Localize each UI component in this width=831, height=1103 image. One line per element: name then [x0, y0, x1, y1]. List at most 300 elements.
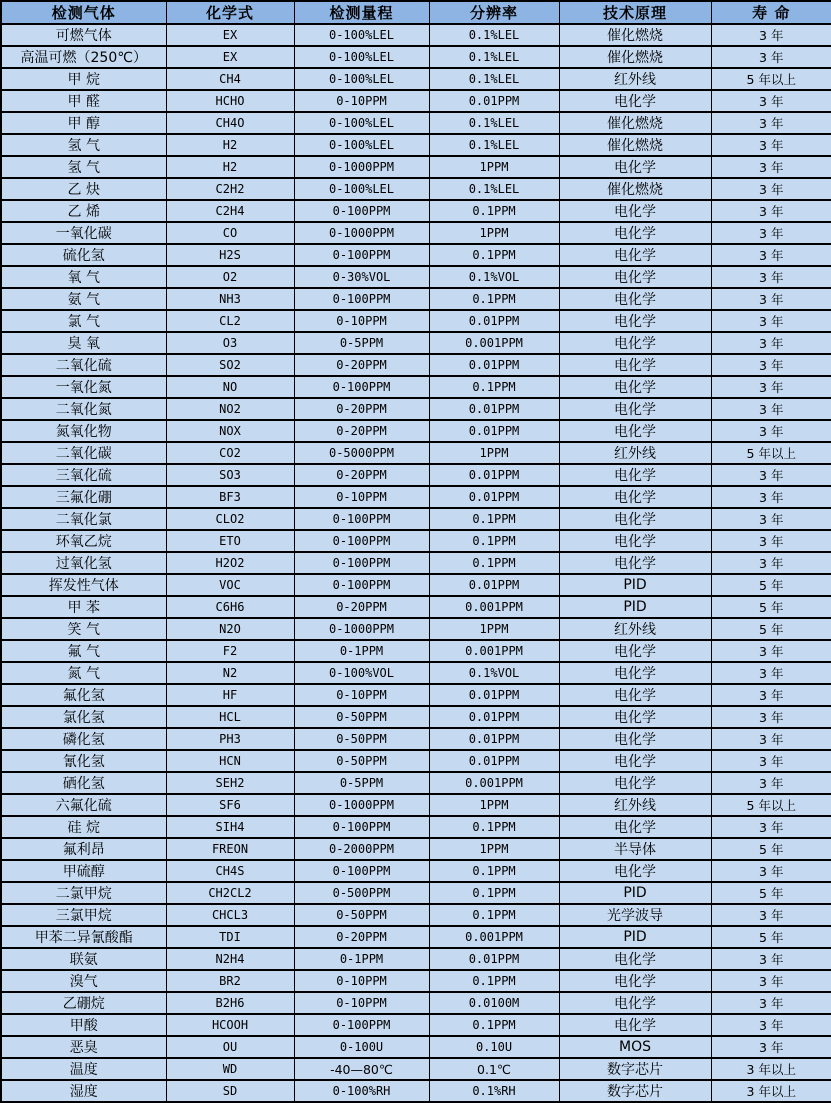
cell-chemical-formula: CH4O — [166, 112, 294, 134]
cell-resolution: 0.1%LEL — [429, 178, 559, 200]
cell-lifespan: 3 年 — [711, 46, 831, 68]
cell-gas-name: 氟 气 — [1, 640, 166, 662]
cell-technology: 电化学 — [559, 530, 711, 552]
cell-chemical-formula: C6H6 — [166, 596, 294, 618]
cell-technology: 电化学 — [559, 244, 711, 266]
cell-gas-name: 氮 气 — [1, 662, 166, 684]
cell-chemical-formula: BR2 — [166, 970, 294, 992]
cell-detection-range: 0-2000PPM — [294, 838, 429, 860]
cell-detection-range: 0-50PPM — [294, 750, 429, 772]
cell-chemical-formula: C2H4 — [166, 200, 294, 222]
cell-detection-range: 0-5000PPM — [294, 442, 429, 464]
cell-gas-name: 氢 气 — [1, 156, 166, 178]
cell-lifespan: 3 年 — [711, 90, 831, 112]
cell-technology: 电化学 — [559, 684, 711, 706]
cell-technology: 红外线 — [559, 618, 711, 640]
table-row — [1, 662, 831, 684]
cell-technology: 电化学 — [559, 332, 711, 354]
table-row — [1, 992, 831, 1014]
cell-resolution: 0.01PPM — [429, 948, 559, 970]
cell-lifespan: 5 年以上 — [711, 794, 831, 816]
cell-technology: 电化学 — [559, 728, 711, 750]
cell-resolution: 0.01PPM — [429, 464, 559, 486]
cell-resolution: 1PPM — [429, 794, 559, 816]
cell-chemical-formula: SD — [166, 1080, 294, 1102]
cell-chemical-formula: FREON — [166, 838, 294, 860]
cell-gas-name: 一氧化氮 — [1, 376, 166, 398]
cell-resolution: 0.01PPM — [429, 486, 559, 508]
cell-chemical-formula: NO2 — [166, 398, 294, 420]
cell-detection-range: 0-100PPM — [294, 530, 429, 552]
table-row — [1, 640, 831, 662]
cell-technology: 催化燃烧 — [559, 134, 711, 156]
table-row — [1, 948, 831, 970]
table-row — [1, 398, 831, 420]
table-row — [1, 772, 831, 794]
cell-detection-range: 0-20PPM — [294, 596, 429, 618]
table-row — [1, 1014, 831, 1036]
cell-gas-name: 甲 苯 — [1, 596, 166, 618]
cell-lifespan: 3 年 — [711, 354, 831, 376]
cell-detection-range: 0-100%LEL — [294, 112, 429, 134]
cell-detection-range: 0-20PPM — [294, 354, 429, 376]
cell-chemical-formula: EX — [166, 46, 294, 68]
cell-chemical-formula: HCOOH — [166, 1014, 294, 1036]
cell-detection-range: 0-50PPM — [294, 706, 429, 728]
cell-lifespan: 5 年以上 — [711, 68, 831, 90]
cell-lifespan: 3 年 — [711, 134, 831, 156]
cell-technology: PID — [559, 882, 711, 904]
cell-chemical-formula: VOC — [166, 574, 294, 596]
cell-chemical-formula: WD — [166, 1058, 294, 1080]
cell-lifespan: 3 年 — [711, 398, 831, 420]
cell-technology: 电化学 — [559, 706, 711, 728]
cell-gas-name: 湿度 — [1, 1080, 166, 1102]
table-row — [1, 288, 831, 310]
cell-chemical-formula: ETO — [166, 530, 294, 552]
cell-gas-name: 溴气 — [1, 970, 166, 992]
cell-lifespan: 3 年 — [711, 332, 831, 354]
cell-detection-range: 0-20PPM — [294, 926, 429, 948]
cell-lifespan: 3 年 — [711, 970, 831, 992]
cell-technology: 半导体 — [559, 838, 711, 860]
cell-technology: 电化学 — [559, 310, 711, 332]
cell-chemical-formula: SEH2 — [166, 772, 294, 794]
table-row — [1, 486, 831, 508]
cell-technology: 催化燃烧 — [559, 112, 711, 134]
table-row — [1, 904, 831, 926]
column-header-gas-name: 检测气体 — [1, 1, 166, 24]
table-row — [1, 1036, 831, 1058]
cell-technology: 电化学 — [559, 816, 711, 838]
cell-chemical-formula: OU — [166, 1036, 294, 1058]
cell-resolution: 0.01PPM — [429, 574, 559, 596]
table-row — [1, 530, 831, 552]
cell-detection-range: 0-10PPM — [294, 486, 429, 508]
cell-detection-range: 0-100%LEL — [294, 134, 429, 156]
cell-detection-range: 0-100U — [294, 1036, 429, 1058]
cell-lifespan: 5 年 — [711, 596, 831, 618]
cell-resolution: 0.1%LEL — [429, 46, 559, 68]
cell-technology: 电化学 — [559, 508, 711, 530]
cell-chemical-formula: CHCL3 — [166, 904, 294, 926]
cell-chemical-formula: HF — [166, 684, 294, 706]
cell-gas-name: 二氧化氯 — [1, 508, 166, 530]
cell-resolution: 0.1PPM — [429, 882, 559, 904]
table-row — [1, 596, 831, 618]
cell-lifespan: 3 年 — [711, 816, 831, 838]
table-row — [1, 266, 831, 288]
cell-detection-range: 0-50PPM — [294, 728, 429, 750]
cell-chemical-formula: N2 — [166, 662, 294, 684]
cell-gas-name: 一氧化碳 — [1, 222, 166, 244]
cell-gas-name: 高温可燃（250℃） — [1, 46, 166, 68]
cell-lifespan: 3 年 — [711, 684, 831, 706]
table-row — [1, 420, 831, 442]
cell-technology: 电化学 — [559, 640, 711, 662]
table-row — [1, 332, 831, 354]
cell-lifespan: 3 年 — [711, 178, 831, 200]
table-row — [1, 794, 831, 816]
cell-gas-name: 二氧化氮 — [1, 398, 166, 420]
cell-lifespan: 5 年 — [711, 618, 831, 640]
cell-lifespan: 3 年 — [711, 288, 831, 310]
cell-technology: 光学波导 — [559, 904, 711, 926]
cell-resolution: 0.001PPM — [429, 926, 559, 948]
cell-gas-name: 氧 气 — [1, 266, 166, 288]
cell-detection-range: 0-5PPM — [294, 332, 429, 354]
cell-resolution: 0.1PPM — [429, 288, 559, 310]
cell-gas-name: 温度 — [1, 1058, 166, 1080]
cell-gas-name: 甲 烷 — [1, 68, 166, 90]
cell-chemical-formula: F2 — [166, 640, 294, 662]
cell-lifespan: 3 年 — [711, 24, 831, 46]
cell-gas-name: 过氧化氢 — [1, 552, 166, 574]
cell-gas-name: 三氯甲烷 — [1, 904, 166, 926]
cell-gas-name: 氢 气 — [1, 134, 166, 156]
table-row — [1, 750, 831, 772]
column-header-technology: 技术原理 — [559, 1, 711, 24]
table-row — [1, 926, 831, 948]
cell-chemical-formula: N2H4 — [166, 948, 294, 970]
cell-gas-name: 氮氧化物 — [1, 420, 166, 442]
cell-resolution: 0.1PPM — [429, 1014, 559, 1036]
table-row — [1, 354, 831, 376]
cell-resolution: 0.1PPM — [429, 970, 559, 992]
column-header-resolution: 分辨率 — [429, 1, 559, 24]
table-row — [1, 442, 831, 464]
cell-chemical-formula: O2 — [166, 266, 294, 288]
cell-detection-range: 0-100%LEL — [294, 46, 429, 68]
cell-lifespan: 3 年 — [711, 772, 831, 794]
cell-resolution: 1PPM — [429, 222, 559, 244]
cell-lifespan: 5 年 — [711, 574, 831, 596]
table-row — [1, 970, 831, 992]
table-row — [1, 178, 831, 200]
cell-technology: 电化学 — [559, 464, 711, 486]
cell-resolution: 0.01PPM — [429, 706, 559, 728]
cell-chemical-formula: CH4 — [166, 68, 294, 90]
cell-lifespan: 3 年 — [711, 244, 831, 266]
cell-gas-name: 三氟化硼 — [1, 486, 166, 508]
cell-gas-name: 恶臭 — [1, 1036, 166, 1058]
cell-resolution: 0.1PPM — [429, 904, 559, 926]
column-header-detection-range: 检测量程 — [294, 1, 429, 24]
cell-resolution: 0.1%VOL — [429, 266, 559, 288]
cell-resolution: 0.1PPM — [429, 508, 559, 530]
cell-lifespan: 3 年 — [711, 222, 831, 244]
cell-technology: 催化燃烧 — [559, 178, 711, 200]
cell-chemical-formula: HCN — [166, 750, 294, 772]
cell-technology: PID — [559, 926, 711, 948]
cell-detection-range: 0-1000PPM — [294, 222, 429, 244]
cell-technology: 电化学 — [559, 486, 711, 508]
column-header-lifespan: 寿 命 — [711, 1, 831, 24]
cell-lifespan: 3 年 — [711, 156, 831, 178]
header-row — [1, 1, 831, 24]
cell-resolution: 0.001PPM — [429, 332, 559, 354]
cell-gas-name: 氨 气 — [1, 288, 166, 310]
cell-chemical-formula: HCL — [166, 706, 294, 728]
cell-resolution: 0.1PPM — [429, 376, 559, 398]
cell-gas-name: 氯化氢 — [1, 706, 166, 728]
cell-gas-name: 甲硫醇 — [1, 860, 166, 882]
cell-gas-name: 笑 气 — [1, 618, 166, 640]
table-row — [1, 618, 831, 640]
cell-technology: 电化学 — [559, 662, 711, 684]
cell-chemical-formula: BF3 — [166, 486, 294, 508]
cell-lifespan: 3 年 — [711, 706, 831, 728]
cell-lifespan: 3 年 — [711, 662, 831, 684]
cell-lifespan: 5 年以上 — [711, 442, 831, 464]
cell-resolution: 0.01PPM — [429, 90, 559, 112]
cell-lifespan: 3 年以上 — [711, 1080, 831, 1102]
table-row — [1, 90, 831, 112]
cell-lifespan: 3 年 — [711, 420, 831, 442]
cell-resolution: 0.1%LEL — [429, 68, 559, 90]
cell-technology: 电化学 — [559, 948, 711, 970]
cell-detection-range: 0-100PPM — [294, 816, 429, 838]
cell-resolution: 0.1PPM — [429, 200, 559, 222]
cell-detection-range: 0-100PPM — [294, 574, 429, 596]
cell-technology: 电化学 — [559, 970, 711, 992]
cell-detection-range: 0-100PPM — [294, 860, 429, 882]
cell-resolution: 0.1%LEL — [429, 134, 559, 156]
table-row — [1, 464, 831, 486]
cell-gas-name: 二氧化硫 — [1, 354, 166, 376]
cell-detection-range: 0-500PPM — [294, 882, 429, 904]
table-row — [1, 134, 831, 156]
cell-detection-range: 0-100PPM — [294, 288, 429, 310]
cell-detection-range: 0-100%RH — [294, 1080, 429, 1102]
cell-detection-range: 0-1PPM — [294, 948, 429, 970]
cell-lifespan: 3 年 — [711, 728, 831, 750]
cell-technology: 电化学 — [559, 156, 711, 178]
table-row — [1, 1080, 831, 1102]
cell-technology: 催化燃烧 — [559, 46, 711, 68]
cell-detection-range: 0-100PPM — [294, 244, 429, 266]
cell-gas-name: 甲 醇 — [1, 112, 166, 134]
cell-resolution: 0.1%VOL — [429, 662, 559, 684]
cell-lifespan: 3 年 — [711, 948, 831, 970]
cell-detection-range: 0-100PPM — [294, 376, 429, 398]
cell-technology: 电化学 — [559, 552, 711, 574]
cell-resolution: 0.10U — [429, 1036, 559, 1058]
cell-resolution: 0.001PPM — [429, 596, 559, 618]
table-row — [1, 684, 831, 706]
table-row — [1, 860, 831, 882]
cell-gas-name: 联氨 — [1, 948, 166, 970]
cell-lifespan: 3 年 — [711, 508, 831, 530]
table-row — [1, 728, 831, 750]
cell-detection-range: 0-100PPM — [294, 552, 429, 574]
cell-gas-name: 甲苯二异氰酸酯 — [1, 926, 166, 948]
cell-resolution: 0.01PPM — [429, 398, 559, 420]
cell-detection-range: 0-10PPM — [294, 90, 429, 112]
cell-resolution: 0.01PPM — [429, 750, 559, 772]
cell-resolution: 0.01PPM — [429, 354, 559, 376]
cell-chemical-formula: NH3 — [166, 288, 294, 310]
cell-chemical-formula: CH2CL2 — [166, 882, 294, 904]
table-row — [1, 112, 831, 134]
cell-detection-range: 0-10PPM — [294, 970, 429, 992]
cell-resolution: 0.1PPM — [429, 860, 559, 882]
cell-chemical-formula: NOX — [166, 420, 294, 442]
cell-resolution: 0.1%LEL — [429, 24, 559, 46]
cell-technology: 电化学 — [559, 222, 711, 244]
cell-lifespan: 3 年 — [711, 750, 831, 772]
cell-detection-range: 0-1PPM — [294, 640, 429, 662]
cell-resolution: 0.01PPM — [429, 684, 559, 706]
cell-resolution: 0.1PPM — [429, 816, 559, 838]
table-row — [1, 574, 831, 596]
cell-resolution: 0.1%LEL — [429, 112, 559, 134]
cell-resolution: 0.1%RH — [429, 1080, 559, 1102]
cell-gas-name: 二氯甲烷 — [1, 882, 166, 904]
cell-lifespan: 3 年 — [711, 552, 831, 574]
cell-chemical-formula: CO2 — [166, 442, 294, 464]
cell-lifespan: 3 年 — [711, 992, 831, 1014]
cell-chemical-formula: H2O2 — [166, 552, 294, 574]
cell-chemical-formula: H2 — [166, 134, 294, 156]
cell-technology: 电化学 — [559, 398, 711, 420]
table-row — [1, 816, 831, 838]
cell-resolution: 0.001PPM — [429, 772, 559, 794]
table-row — [1, 24, 831, 46]
cell-chemical-formula: EX — [166, 24, 294, 46]
cell-technology: 数字芯片 — [559, 1080, 711, 1102]
cell-detection-range: 0-5PPM — [294, 772, 429, 794]
cell-gas-name: 氰化氢 — [1, 750, 166, 772]
cell-chemical-formula: CO — [166, 222, 294, 244]
cell-chemical-formula: O3 — [166, 332, 294, 354]
cell-chemical-formula: SO2 — [166, 354, 294, 376]
cell-gas-name: 氯 气 — [1, 310, 166, 332]
cell-gas-name: 甲 醛 — [1, 90, 166, 112]
cell-gas-name: 三氧化硫 — [1, 464, 166, 486]
cell-resolution: 0.1PPM — [429, 244, 559, 266]
cell-technology: 电化学 — [559, 354, 711, 376]
cell-technology: 红外线 — [559, 68, 711, 90]
cell-lifespan: 3 年 — [711, 904, 831, 926]
cell-lifespan: 3 年 — [711, 266, 831, 288]
table-row — [1, 508, 831, 530]
cell-detection-range: 0-100%LEL — [294, 68, 429, 90]
cell-resolution: 1PPM — [429, 618, 559, 640]
cell-lifespan: 5 年 — [711, 882, 831, 904]
cell-resolution: 1PPM — [429, 838, 559, 860]
cell-gas-name: 硅 烷 — [1, 816, 166, 838]
cell-chemical-formula: N2O — [166, 618, 294, 640]
cell-gas-name: 硫化氢 — [1, 244, 166, 266]
cell-technology: PID — [559, 596, 711, 618]
cell-detection-range: 0-20PPM — [294, 464, 429, 486]
cell-technology: 电化学 — [559, 992, 711, 1014]
table-row — [1, 310, 831, 332]
cell-resolution: 0.1PPM — [429, 552, 559, 574]
cell-detection-range: 0-100%VOL — [294, 662, 429, 684]
cell-lifespan: 3 年 — [711, 1014, 831, 1036]
cell-gas-name: 甲酸 — [1, 1014, 166, 1036]
cell-detection-range: 0-30%VOL — [294, 266, 429, 288]
cell-lifespan: 3 年 — [711, 376, 831, 398]
cell-technology: 电化学 — [559, 376, 711, 398]
cell-resolution: 1PPM — [429, 442, 559, 464]
cell-gas-name: 六氟化硫 — [1, 794, 166, 816]
cell-gas-name: 臭 氧 — [1, 332, 166, 354]
cell-resolution: 1PPM — [429, 156, 559, 178]
cell-lifespan: 3 年 — [711, 200, 831, 222]
cell-gas-name: 磷化氢 — [1, 728, 166, 750]
cell-detection-range: 0-100PPM — [294, 200, 429, 222]
cell-detection-range: 0-20PPM — [294, 420, 429, 442]
cell-chemical-formula: TDI — [166, 926, 294, 948]
cell-gas-name: 硒化氢 — [1, 772, 166, 794]
cell-detection-range: 0-10PPM — [294, 310, 429, 332]
cell-gas-name: 挥发性气体 — [1, 574, 166, 596]
cell-resolution: 0.0100M — [429, 992, 559, 1014]
cell-chemical-formula: NO — [166, 376, 294, 398]
cell-detection-range: 0-50PPM — [294, 904, 429, 926]
table-row — [1, 1058, 831, 1080]
cell-detection-range: 0-1000PPM — [294, 794, 429, 816]
cell-gas-name: 二氧化碳 — [1, 442, 166, 464]
cell-technology: 电化学 — [559, 200, 711, 222]
table-row — [1, 882, 831, 904]
cell-chemical-formula: CLO2 — [166, 508, 294, 530]
cell-detection-range: 0-1000PPM — [294, 618, 429, 640]
table-row — [1, 46, 831, 68]
cell-resolution: 0.01PPM — [429, 728, 559, 750]
table-row — [1, 200, 831, 222]
cell-chemical-formula: SIH4 — [166, 816, 294, 838]
cell-gas-name: 氟化氢 — [1, 684, 166, 706]
cell-lifespan: 3 年 — [711, 860, 831, 882]
cell-chemical-formula: B2H6 — [166, 992, 294, 1014]
cell-chemical-formula: SF6 — [166, 794, 294, 816]
cell-gas-name: 环氧乙烷 — [1, 530, 166, 552]
cell-detection-range: 0-20PPM — [294, 398, 429, 420]
cell-lifespan: 5 年 — [711, 926, 831, 948]
cell-detection-range: -40—80℃ — [294, 1058, 429, 1080]
cell-technology: 数字芯片 — [559, 1058, 711, 1080]
cell-technology: 电化学 — [559, 772, 711, 794]
cell-technology: 电化学 — [559, 90, 711, 112]
cell-technology: PID — [559, 574, 711, 596]
cell-technology: 电化学 — [559, 420, 711, 442]
cell-detection-range: 0-100%LEL — [294, 24, 429, 46]
table-row — [1, 222, 831, 244]
